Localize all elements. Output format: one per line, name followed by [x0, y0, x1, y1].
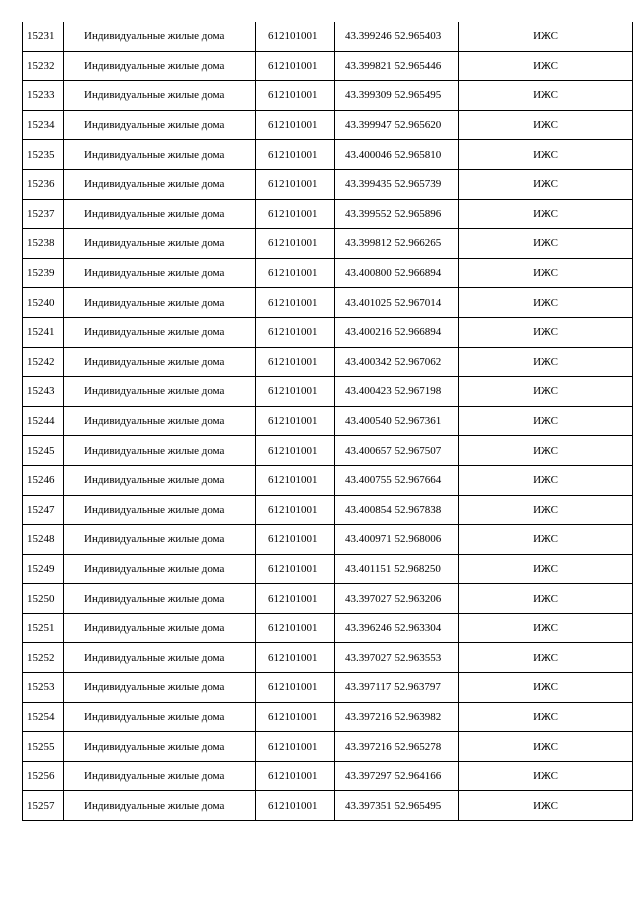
cell-name: Индивидуальные жилые дома	[64, 436, 256, 466]
cell-name: Индивидуальные жилые дома	[64, 22, 256, 51]
cell-code: 612101001	[256, 613, 335, 643]
cell-id: 15250	[23, 584, 64, 614]
table-row	[23, 643, 633, 673]
cell-coordinates: 43.397027 52.963553	[335, 643, 459, 673]
cell-coordinates: 43.399435 52.965739	[335, 169, 459, 199]
cell-coordinates: 43.400854 52.967838	[335, 495, 459, 525]
table-row	[23, 406, 633, 436]
cell-code: 612101001	[256, 406, 335, 436]
table-row	[23, 377, 633, 407]
cell-coordinates: 43.397027 52.963206	[335, 584, 459, 614]
cell-name: Индивидуальные жилые дома	[64, 199, 256, 229]
table-row	[23, 347, 633, 377]
cell-coordinates: 43.401025 52.967014	[335, 288, 459, 318]
table-row	[23, 702, 633, 732]
cell-code: 612101001	[256, 229, 335, 259]
cell-id: 15254	[23, 702, 64, 732]
cell-id: 15252	[23, 643, 64, 673]
cell-coordinates: 43.400423 52.967198	[335, 377, 459, 407]
cell-coordinates: 43.400800 52.966894	[335, 258, 459, 288]
cell-code: 612101001	[256, 525, 335, 555]
cell-code: 612101001	[256, 81, 335, 111]
cell-id: 15242	[23, 347, 64, 377]
cell-type: ИЖС	[459, 140, 633, 170]
cell-code: 612101001	[256, 377, 335, 407]
cell-code: 612101001	[256, 258, 335, 288]
cell-coordinates: 43.397117 52.963797	[335, 673, 459, 703]
table-row	[23, 288, 633, 318]
cell-coordinates: 43.399309 52.965495	[335, 81, 459, 111]
cell-code: 612101001	[256, 465, 335, 495]
table-row	[23, 673, 633, 703]
cell-type: ИЖС	[459, 169, 633, 199]
cell-id: 15238	[23, 229, 64, 259]
cell-id: 15246	[23, 465, 64, 495]
table-row	[23, 436, 633, 466]
table-row	[23, 761, 633, 791]
cell-type: ИЖС	[459, 406, 633, 436]
table-row	[23, 110, 633, 140]
cell-code: 612101001	[256, 643, 335, 673]
table-row	[23, 554, 633, 584]
cell-name: Индивидуальные жилые дома	[64, 495, 256, 525]
cell-type: ИЖС	[459, 613, 633, 643]
cell-coordinates: 43.400342 52.967062	[335, 347, 459, 377]
cell-name: Индивидуальные жилые дома	[64, 584, 256, 614]
cell-type: ИЖС	[459, 347, 633, 377]
cell-id: 15236	[23, 169, 64, 199]
cell-id: 15255	[23, 732, 64, 762]
table-row	[23, 525, 633, 555]
cell-type: ИЖС	[459, 436, 633, 466]
cell-type: ИЖС	[459, 643, 633, 673]
table-row	[23, 199, 633, 229]
cell-type: ИЖС	[459, 229, 633, 259]
cell-coordinates: 43.400657 52.967507	[335, 436, 459, 466]
cell-id: 15253	[23, 673, 64, 703]
cell-name: Индивидуальные жилые дома	[64, 169, 256, 199]
cell-id: 15232	[23, 51, 64, 81]
cell-id: 15245	[23, 436, 64, 466]
table-row	[23, 317, 633, 347]
cell-name: Индивидуальные жилые дома	[64, 110, 256, 140]
cell-coordinates: 43.400540 52.967361	[335, 406, 459, 436]
table-row	[23, 465, 633, 495]
cell-coordinates: 43.397216 52.963982	[335, 702, 459, 732]
cell-coordinates: 43.397351 52.965495	[335, 791, 459, 821]
cell-coordinates: 43.399947 52.965620	[335, 110, 459, 140]
cell-type: ИЖС	[459, 732, 633, 762]
table-row	[23, 495, 633, 525]
cell-code: 612101001	[256, 22, 335, 51]
table-row	[23, 732, 633, 762]
cell-id: 15233	[23, 81, 64, 111]
cell-name: Индивидуальные жилые дома	[64, 643, 256, 673]
cell-type: ИЖС	[459, 22, 633, 51]
cell-type: ИЖС	[459, 288, 633, 318]
cell-coordinates: 43.401151 52.968250	[335, 554, 459, 584]
cell-id: 15256	[23, 761, 64, 791]
cell-name: Индивидуальные жилые дома	[64, 377, 256, 407]
cell-code: 612101001	[256, 347, 335, 377]
cell-name: Индивидуальные жилые дома	[64, 229, 256, 259]
cell-coordinates: 43.399821 52.965446	[335, 51, 459, 81]
cell-coordinates: 43.397216 52.965278	[335, 732, 459, 762]
cell-type: ИЖС	[459, 258, 633, 288]
cell-code: 612101001	[256, 140, 335, 170]
cell-coordinates: 43.400046 52.965810	[335, 140, 459, 170]
cell-name: Индивидуальные жилые дома	[64, 791, 256, 821]
cell-name: Индивидуальные жилые дома	[64, 258, 256, 288]
document-page	[22, 22, 632, 821]
cell-type: ИЖС	[459, 199, 633, 229]
cell-coordinates: 43.399812 52.966265	[335, 229, 459, 259]
table-row	[23, 584, 633, 614]
cell-id: 15237	[23, 199, 64, 229]
cell-code: 612101001	[256, 554, 335, 584]
cell-code: 612101001	[256, 317, 335, 347]
cell-code: 612101001	[256, 288, 335, 318]
cell-type: ИЖС	[459, 584, 633, 614]
cell-type: ИЖС	[459, 525, 633, 555]
cell-name: Индивидуальные жилые дома	[64, 673, 256, 703]
cell-code: 612101001	[256, 673, 335, 703]
cell-type: ИЖС	[459, 51, 633, 81]
cell-type: ИЖС	[459, 673, 633, 703]
cell-code: 612101001	[256, 495, 335, 525]
cell-code: 612101001	[256, 199, 335, 229]
cell-id: 15239	[23, 258, 64, 288]
cell-type: ИЖС	[459, 317, 633, 347]
data-table	[22, 22, 633, 821]
table-row	[23, 229, 633, 259]
cell-code: 612101001	[256, 436, 335, 466]
cell-coordinates: 43.400971 52.968006	[335, 525, 459, 555]
cell-coordinates: 43.399246 52.965403	[335, 22, 459, 51]
table-row	[23, 51, 633, 81]
table-row	[23, 613, 633, 643]
cell-id: 15249	[23, 554, 64, 584]
cell-name: Индивидуальные жилые дома	[64, 288, 256, 318]
cell-coordinates: 43.400216 52.966894	[335, 317, 459, 347]
cell-id: 15241	[23, 317, 64, 347]
cell-name: Индивидуальные жилые дома	[64, 81, 256, 111]
cell-name: Индивидуальные жилые дома	[64, 140, 256, 170]
cell-id: 15231	[23, 22, 64, 51]
cell-type: ИЖС	[459, 81, 633, 111]
cell-name: Индивидуальные жилые дома	[64, 347, 256, 377]
cell-name: Индивидуальные жилые дома	[64, 465, 256, 495]
cell-coordinates: 43.397297 52.964166	[335, 761, 459, 791]
cell-id: 15235	[23, 140, 64, 170]
cell-type: ИЖС	[459, 110, 633, 140]
cell-code: 612101001	[256, 169, 335, 199]
cell-id: 15248	[23, 525, 64, 555]
cell-id: 15243	[23, 377, 64, 407]
table-row	[23, 169, 633, 199]
table-row	[23, 791, 633, 821]
cell-name: Индивидуальные жилые дома	[64, 525, 256, 555]
cell-id: 15240	[23, 288, 64, 318]
cell-type: ИЖС	[459, 554, 633, 584]
cell-code: 612101001	[256, 51, 335, 81]
cell-id: 15257	[23, 791, 64, 821]
cell-id: 15247	[23, 495, 64, 525]
cell-id: 15244	[23, 406, 64, 436]
cell-code: 612101001	[256, 732, 335, 762]
cell-coordinates: 43.399552 52.965896	[335, 199, 459, 229]
cell-type: ИЖС	[459, 761, 633, 791]
cell-code: 612101001	[256, 791, 335, 821]
cell-name: Индивидуальные жилые дома	[64, 702, 256, 732]
cell-type: ИЖС	[459, 791, 633, 821]
cell-id: 15234	[23, 110, 64, 140]
cell-code: 612101001	[256, 761, 335, 791]
table-row	[23, 258, 633, 288]
cell-name: Индивидуальные жилые дома	[64, 554, 256, 584]
table-row	[23, 81, 633, 111]
cell-code: 612101001	[256, 110, 335, 140]
cell-id: 15251	[23, 613, 64, 643]
cell-name: Индивидуальные жилые дома	[64, 613, 256, 643]
cell-type: ИЖС	[459, 702, 633, 732]
cell-name: Индивидуальные жилые дома	[64, 761, 256, 791]
cell-code: 612101001	[256, 584, 335, 614]
cell-type: ИЖС	[459, 377, 633, 407]
cell-name: Индивидуальные жилые дома	[64, 317, 256, 347]
cell-name: Индивидуальные жилые дома	[64, 732, 256, 762]
cell-code: 612101001	[256, 702, 335, 732]
table-row	[23, 22, 633, 51]
cell-coordinates: 43.396246 52.963304	[335, 613, 459, 643]
cell-coordinates: 43.400755 52.967664	[335, 465, 459, 495]
cell-name: Индивидуальные жилые дома	[64, 51, 256, 81]
cell-type: ИЖС	[459, 495, 633, 525]
table-body	[23, 22, 633, 821]
cell-name: Индивидуальные жилые дома	[64, 406, 256, 436]
cell-type: ИЖС	[459, 465, 633, 495]
table-row	[23, 140, 633, 170]
